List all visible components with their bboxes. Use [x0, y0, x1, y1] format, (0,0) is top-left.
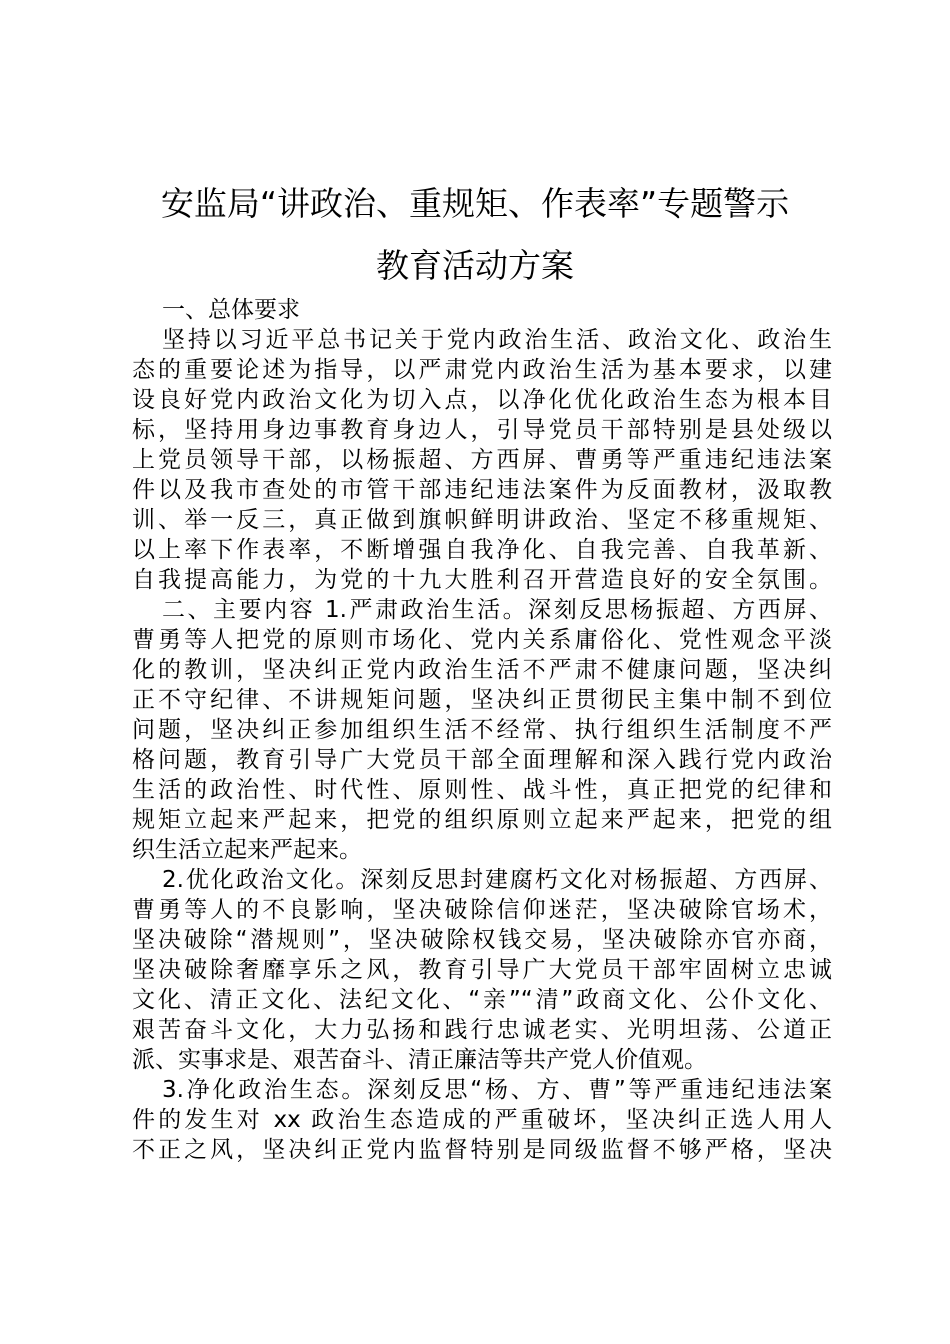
subsection-political-culture: 2.优化政治文化。深刻反思封建腐朽文化对杨振超、方西屏、	[162, 867, 832, 893]
body-line: 规矩立起来严起来，把党的组织原则立起来严起来，把党的组	[132, 807, 832, 833]
body-line: 问题，坚决纠正参加组织生活不经常、执行组织生活制度不严	[132, 717, 832, 743]
section-heading-main-content: 二、主要内容 1.严肃政治生活。深刻反思杨振超、方西屏、	[162, 597, 832, 623]
body-line: 态的重要论述为指导，以严肃党内政治生活为基本要求，以建	[132, 357, 832, 383]
subsection-political-ecology: 3.净化政治生态。深刻反思“杨、方、曹”等严重违纪违法案	[162, 1077, 832, 1103]
body-line: 坚决破除“潜规则”，坚决破除权钱交易，坚决破除亦官亦商，	[132, 927, 832, 953]
document-title-line-2: 教育活动方案	[376, 246, 574, 285]
body-line: 坚持以习近平总书记关于党内政治生活、政治文化、政治生	[162, 327, 832, 353]
body-line: 艰苦奋斗文化，大力弘扬和践行忠诚老实、光明坦荡、公道正	[132, 1017, 832, 1043]
body-line: 上党员领导干部，以杨振超、方西屏、曹勇等严重违纪违法案	[132, 447, 832, 473]
section-heading-overall-requirements: 一、总体要求	[162, 297, 300, 323]
body-line: 件以及我市查处的市管干部违纪违法案件为反面教材，汲取教	[132, 477, 832, 503]
body-line: 件的发生对 xx 政治生态造成的严重破坏，坚决纠正选人用人	[132, 1107, 832, 1133]
body-line: 训、举一反三，真正做到旗帜鲜明讲政治、坚定不移重规矩、	[132, 507, 832, 533]
body-line: 以上率下作表率，不断增强自我净化、自我完善、自我革新、	[132, 537, 832, 563]
body-line: 坚决破除奢靡享乐之风，教育引导广大党员干部牢固树立忠诚	[132, 957, 832, 983]
body-line: 织生活立起来严起来。	[132, 837, 362, 863]
body-line: 派、实事求是、艰苦奋斗、清正廉洁等共产党人价值观。	[132, 1047, 707, 1073]
body-line: 设良好党内政治文化为切入点，以净化优化政治生态为根本目	[132, 387, 832, 413]
body-line: 生活的政治性、时代性、原则性、战斗性，真正把党的纪律和	[132, 777, 832, 803]
body-line: 曹勇等人把党的原则市场化、党内关系庸俗化、党性观念平淡	[132, 627, 832, 653]
document-title-line-1: 安监局“讲政治、重规矩、作表率”专题警示	[160, 184, 790, 223]
body-line: 正不守纪律、不讲规矩问题，坚决纠正贯彻民主集中制不到位	[132, 687, 832, 713]
body-line: 不正之风，坚决纠正党内监督特别是同级监督不够严格，坚决	[132, 1137, 832, 1163]
body-line: 文化、清正文化、法纪文化、“亲”“清”政商文化、公仆文化、	[132, 987, 832, 1013]
body-line: 标，坚持用身边事教育身边人，引导党员干部特别是县处级以	[132, 417, 832, 443]
body-line: 自我提高能力，为党的十九大胜利召开营造良好的安全氛围。	[132, 567, 832, 593]
body-line: 格问题，教育引导广大党员干部全面理解和深入践行党内政治	[132, 747, 832, 773]
body-line: 化的教训，坚决纠正党内政治生活不严肃不健康问题，坚决纠	[132, 657, 832, 683]
document-body	[132, 295, 832, 1165]
body-line: 曹勇等人的不良影响，坚决破除信仰迷茫，坚决破除官场术，	[132, 897, 832, 923]
